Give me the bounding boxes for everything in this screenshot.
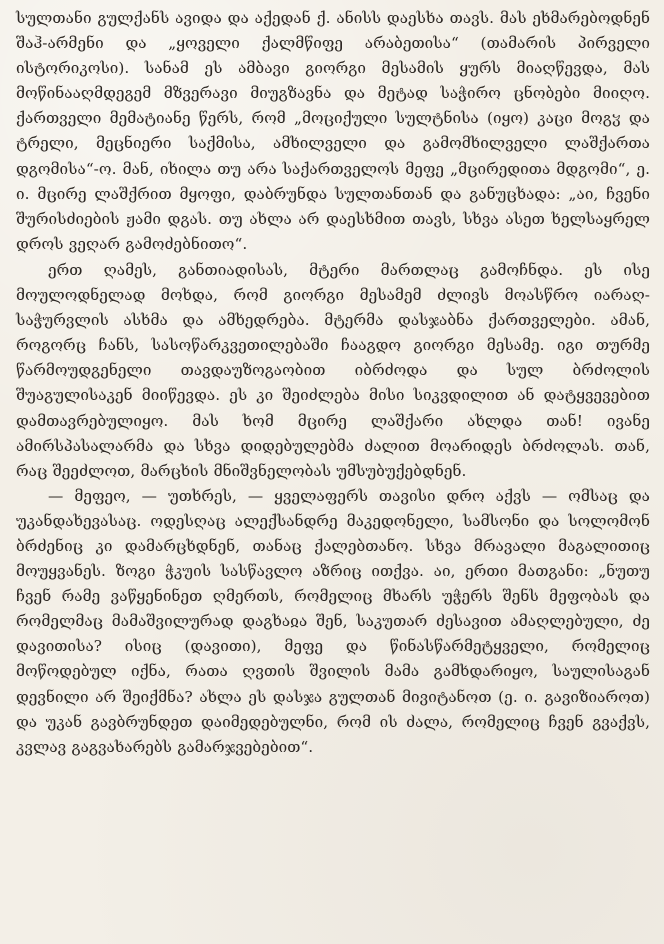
- paragraph-2: ერთ ღამეს, განთიადისას, მტერი მართლაც გამოჩნდა. ეს ისე მოულოდნელად მოხდა, რომ გიორგი მესამემ ძლივს მოასწრო იარაღ-საჭურვლის ასხმა და ამხედრება. მტერმა დასჯაბნა ქართველები. ამან, როგორც ჩანს, სასოწარკვეთილებაში ჩააგდო გიორგი მესამე. იგი თურმე წარმოუდგენელი თავდაუზოგაობით იბრძოდა და სულ ბრძოლის შუაგულისაკენ მიიწევდა. ეს კი შეიძლება მისი სიკვდილით ან დატყვევებით დამთავრებულიყო. მას ხომ მცირე ლაშქარი ახლდა თან! ივანე ამირსპასალარმა და სხვა დიდებულებმა ძალით მოარიდეს ბრძოლას. თან, რაც შეეძლოთ, მარცხის მნიშვნელობას უმსუბუქებდნენ.: [16, 260, 650, 480]
- paragraph-1: სულთანი გულქანს ავიდა და აქედან ქ. ანისს დაესხა თავს. მას ეხმარებოდნენ შაჰ-არმენი და „ყოველი ქალმწიფე არაბეთისა“ (თამარის პირველი ისტორიკოსი). სანამ ეს ამბავი გიორგი მესამის ყურს მიაღწევდა, მას მოწინააღმდეგემ მზვერავი მიუგზავნა და მეტად საჭირო ცნობები მიიღო. ქართველი მემატიანე წერს, რომ „მოციქული სულტნისა (იყო) კაცი მოგჳ და ტრელი, მეცნიერი საქმისა, ამხილველი და გამომხილველი ლაშქართა დგომისა“-ო. მან, იხილა თუ არა საქართველოს მეფე „მცირედითა მდგომი“, ე. ი. მცირე ლაშქრით მყოფი, დაბრუნდა სულთანთან და განუცხადა: „აი, ჩვენი შურისძიების ჟამი დგას. თუ ახლა არ დაესხმით თავს, სხვა ასეთ ხელსაყრელ დროს ვეღარ გამოძებნითო“.: [16, 9, 650, 253]
- paragraph-3: — მეფეო, — უთხრეს, — ყველაფერს თავისი დრო აქვს — ომსაც და უკანდახევასაც. ოდესღაც ალექსანდრე მაკედონელი, სამსონი და სოლომონ ბრძენიც კი დამარცხდნენ, თანაც ქალებთანო. სხვა მრავალი მაგალითიც მოუყვანეს. ზოგი ჭკუის სასწავლო აზრიც ითქვა. აი, ერთი მათგანი: „ნუთუ ჩვენ რამე ვაწყენინეთ ღმერთს, რომელიც მხარს უჭერს შენს მეფობას და რომელმაც მამაშვილურად დაგხაჲა შენ, საკუთარ ძესავით ამაღლებული, ძე დავითისა? ისიც (დავითი), მეფე და წინასწარმეტყველი, რომელიც მოწოდებულ იქნა, რათა ღვთის შვილის მამა გამხდარიყო, საულისაგან დევნილი არ შეიქმნა? ახლა ეს დასჯა გულთან მივიტანოთ (ე. ი. გავიზიაროთ) და უკან გავბრუნდეთ დაიმედებულნი, რომ ის ძალა, რომელიც ჩვენ გვაქვს, კვლავ გაგვახარებს გამარჯვებებით“.: [16, 486, 650, 756]
